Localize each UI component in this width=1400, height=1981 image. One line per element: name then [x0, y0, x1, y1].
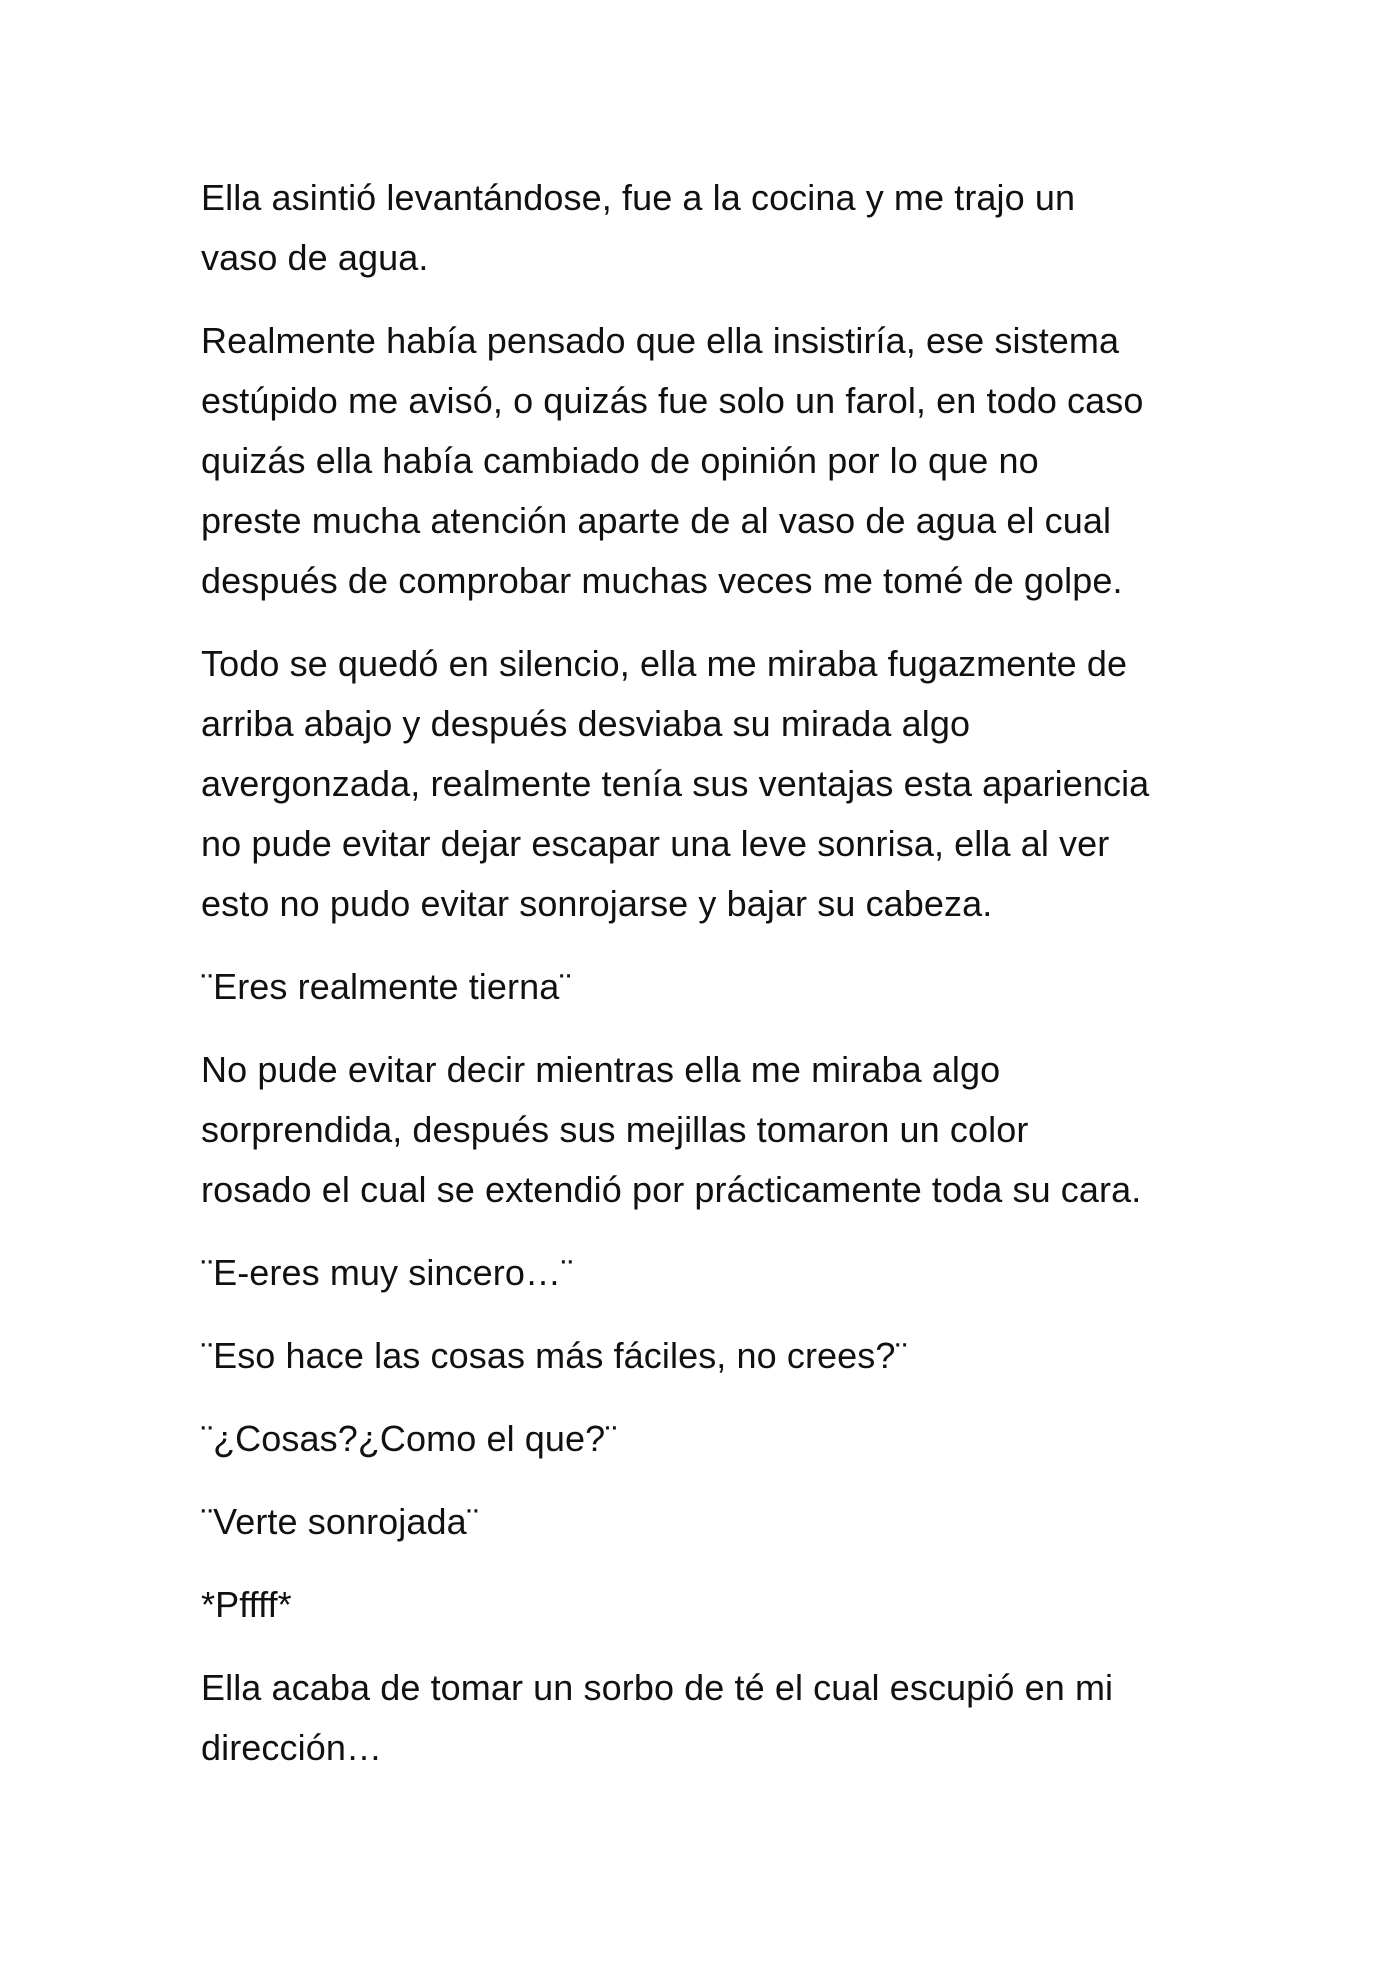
- text-line: esto no pudo evitar sonrojarse y bajar su cabeza.: [201, 883, 993, 924]
- text-line: quizás ella había cambiado de opinión por lo que no: [201, 440, 1039, 481]
- text-line: estúpido me avisó, o quizás fue solo un farol, en todo caso: [201, 380, 1144, 421]
- text-line: No pude evitar decir mientras ella me miraba algo: [201, 1049, 1001, 1090]
- text-line: vaso de agua.: [201, 237, 429, 278]
- text-line: Realmente había pensado que ella insistiría, ese sistema: [201, 320, 1120, 361]
- dialogue-line: [201, 1492, 1211, 1552]
- text-line: rosado el cual se extendió por prácticamente toda su cara.: [201, 1169, 1142, 1210]
- text-line: ¨¿Cosas?¿Como el que?¨: [201, 1418, 618, 1459]
- paragraph: [201, 168, 1211, 288]
- dialogue-line: [201, 957, 1211, 1017]
- text-line: avergonzada, realmente tenía sus ventajas esta apariencia: [201, 763, 1150, 804]
- text-line: Ella asintió levantándose, fue a la cocina y me trajo un: [201, 177, 1076, 218]
- text-line: dirección…: [201, 1727, 383, 1768]
- text-line: ¨E-eres muy sincero…¨: [201, 1252, 574, 1293]
- sound-effect-line: [201, 1575, 1211, 1635]
- text-line: ¨Eso hace las cosas más fáciles, no crees?¨: [201, 1335, 908, 1376]
- text-line: no pude evitar dejar escapar una leve sonrisa, ella al ver: [201, 823, 1110, 864]
- paragraph: [201, 1040, 1211, 1220]
- text-line: preste mucha atención aparte de al vaso de agua el cual: [201, 500, 1112, 541]
- text-line: después de comprobar muchas veces me tomé de golpe.: [201, 560, 1123, 601]
- dialogue-line: [201, 1243, 1211, 1303]
- text-line: *Pffff*: [201, 1584, 292, 1625]
- paragraph: [201, 311, 1211, 611]
- text-line: arriba abajo y después desviaba su mirada algo: [201, 703, 971, 744]
- paragraph: [201, 1658, 1211, 1778]
- text-line: ¨Verte sonrojada¨: [201, 1501, 479, 1542]
- text-line: Ella acaba de tomar un sorbo de té el cual escupió en mi: [201, 1667, 1114, 1708]
- dialogue-line: [201, 1409, 1211, 1469]
- paragraph: [201, 634, 1211, 934]
- text-line: ¨Eres realmente tierna¨: [201, 966, 572, 1007]
- text-line: Todo se quedó en silencio, ella me miraba fugazmente de: [201, 643, 1128, 684]
- text-line: sorprendida, después sus mejillas tomaron un color: [201, 1109, 1029, 1150]
- document-body: [201, 168, 1211, 1801]
- dialogue-line: [201, 1326, 1211, 1386]
